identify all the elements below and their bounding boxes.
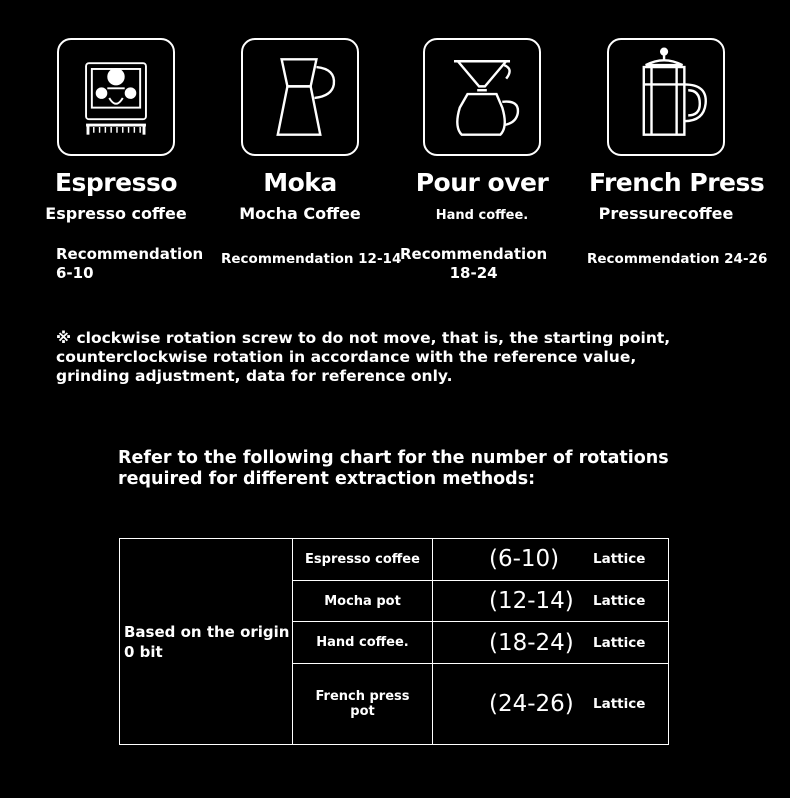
method-title: Moka (263, 168, 337, 197)
range-cell (433, 622, 669, 664)
range-value: (24-26) (489, 691, 574, 718)
range-value: (18-24) (489, 629, 574, 656)
range-cell (433, 539, 669, 581)
unit-label: Lattice (593, 593, 646, 610)
french-press-icon (607, 38, 725, 156)
rotation-table (119, 538, 669, 745)
method-cell: Hand coffee. (293, 622, 433, 664)
espresso-machine-icon (57, 38, 175, 156)
unit-label: Lattice (593, 551, 646, 568)
unit-label: Lattice (593, 696, 646, 713)
range-cell (433, 580, 669, 622)
unit-label: Lattice (593, 634, 646, 651)
moka-pot-icon (241, 38, 359, 156)
method-cell: French press pot (293, 664, 433, 745)
method-recommendation: Recommendation 12-14 (221, 251, 402, 267)
method-subtitle: Hand coffee. (435, 208, 529, 223)
method-recommendation: Recommendation 6-10 (56, 245, 204, 282)
method-title: Espresso (54, 168, 178, 197)
table-row (120, 539, 669, 581)
method-recommendation: Recommendation 18-24 (400, 245, 548, 282)
method-subtitle: Mocha Coffee (239, 204, 361, 223)
method-recommendation: Recommendation 24-26 (587, 251, 768, 267)
method-subtitle: Pressurecoffee (598, 204, 734, 223)
refer-text: Refer to the following chart for the number of rotations required for different extraction methods: (118, 448, 669, 489)
method-title: Pour over (415, 168, 549, 197)
method-cell: Mocha pot (293, 580, 433, 622)
method-title: French Press (589, 168, 765, 197)
note-text: ※ clockwise rotation screw to do not move, that is, the starting point, counterclockwise rotation in accordance with the reference value, grinding adjustment, data for reference only. (56, 329, 671, 385)
method-cell: Espresso coffee (293, 539, 433, 581)
range-value: (6-10) (489, 546, 560, 573)
origin-cell: Based on the origin 0 bit (120, 539, 293, 745)
range-value: (12-14) (489, 588, 574, 615)
pour-over-icon (423, 38, 541, 156)
range-cell (433, 664, 669, 745)
method-subtitle: Espresso coffee (45, 204, 187, 223)
